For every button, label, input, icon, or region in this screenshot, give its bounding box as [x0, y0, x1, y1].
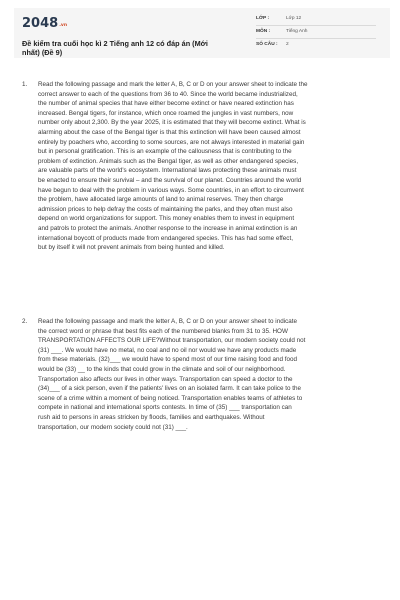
text-line: but in personal gratification. This is an example of the callousness that is contributing to the — [38, 148, 292, 156]
question-number: 1. — [22, 81, 28, 88]
meta-value: 2 — [286, 42, 289, 47]
text-line: TRANSPORTATION AFFECTS OUR LIFE?Without transportation, our modern society could not — [38, 337, 306, 345]
text-line: scene of a crime within a moment of being noticed. Transportation enables teams of athletes to — [38, 394, 303, 402]
question-text — [38, 317, 389, 432]
text-line: the number of animal species that have either become extinct or have neared extinction has — [38, 100, 294, 108]
document-header — [14, 8, 390, 58]
meta-class — [256, 16, 301, 21]
text-line: alarming about the case of the Bengal tiger is that this extinction will have been caused almost — [38, 128, 301, 136]
title-line: nhất) (Đề 9) — [22, 48, 63, 57]
logo-text: 2048 — [22, 16, 59, 31]
text-line: entirely by poachers who, according to some sources, are not always interested in material gain — [38, 138, 305, 146]
text-line: the correct word or phrase that best fits each of the numbered blanks from 31 to 35. HOW — [38, 327, 288, 335]
text-line: Read the following passage and mark the letter A, B, C or D on your answer sheet to indicate the — [38, 81, 308, 88]
text-line: rush aid to persons in areas stricken by floods, families and earthquakes. Without — [38, 413, 265, 421]
text-line: (31) ___. We would have no metal, no coal and no oil nor would we have any products made — [38, 346, 297, 354]
meta-value: Lớp 12 — [286, 16, 302, 21]
question-number: 2. — [22, 318, 28, 325]
text-line: increased. Bengal tigers, for instance, which once roamed the jungles in vast numbers, now — [38, 109, 294, 117]
site-logo[interactable] — [22, 16, 67, 31]
text-line: are valuable parts of the world's ecosystem. International laws protecting these animals must — [38, 167, 297, 175]
logo-suffix: .vn — [59, 23, 68, 28]
meta-count — [256, 42, 289, 47]
meta-divider — [256, 38, 376, 39]
question-text — [38, 80, 389, 253]
text-line: number only about 2,300. By the year 2025, it is estimated that they will become extinct. What is — [38, 119, 306, 127]
meta-value: Tiếng Anh — [286, 29, 308, 34]
meta-subject — [256, 29, 307, 34]
text-line: and patrols to protect the animals. Another response to the increase in animal extinction is an — [38, 224, 298, 232]
text-line: (34)___ of a sick person, even if the patients' lives on an isolated farm. It can take police to the — [38, 385, 302, 393]
text-line: but by itself it will not prevent animals from being hunted and killed. — [38, 244, 225, 252]
text-line: Read the following passage and mark the letter A, B, C or D on your answer sheet to indicate — [38, 318, 298, 325]
text-line: transportation, our modern society could not (31) ___. — [38, 423, 188, 431]
text-line: international boycott of products made from endangered species. This has had some effect, — [38, 234, 293, 242]
text-line: have begun to deal with the problem in various ways. Some countries, in an effort to circumvent — [38, 186, 304, 194]
meta-key: SỐ CÂU : — [256, 42, 278, 47]
meta-divider — [256, 25, 376, 26]
text-line: the problem, have allocated large amounts of land to animal reserves. They then charge — [38, 196, 284, 204]
text-line: from these materials. (32)___ we would have to spend most of our time raising food and food — [38, 356, 298, 364]
text-line: depend on world organizations for support. This money enables them to invest in equipment — [38, 215, 295, 223]
text-line: be enacted to ensure their survival – and the survival of our planet. Countries around the world — [38, 176, 302, 184]
title-line: Đề kiểm tra cuối học kì 2 Tiếng anh 12 có đáp án (Mới — [22, 39, 208, 48]
text-line: admission prices to help defray the costs of maintaining the parks, and they often must also — [38, 205, 293, 213]
page-title — [22, 39, 222, 57]
meta-key: LỚP : — [256, 16, 270, 21]
text-line: compete in national and international sports contests. In time of (35) ___ transportation can — [38, 404, 292, 412]
text-line: problem of extinction. Animals such as the Bengal tiger, as well as other endangered species, — [38, 157, 299, 165]
text-line: Transportation also affects our lives in other ways. Transportation can speed a doctor to the — [38, 375, 293, 383]
text-line: would be (33) __ to the kinds that could grow in the climate and soil of our neighborhood. — [38, 365, 286, 373]
meta-key: MÔN : — [256, 29, 271, 34]
text-line: correct answer to each of the questions from 36 to 40. Since the world became industrialized, — [38, 90, 298, 98]
